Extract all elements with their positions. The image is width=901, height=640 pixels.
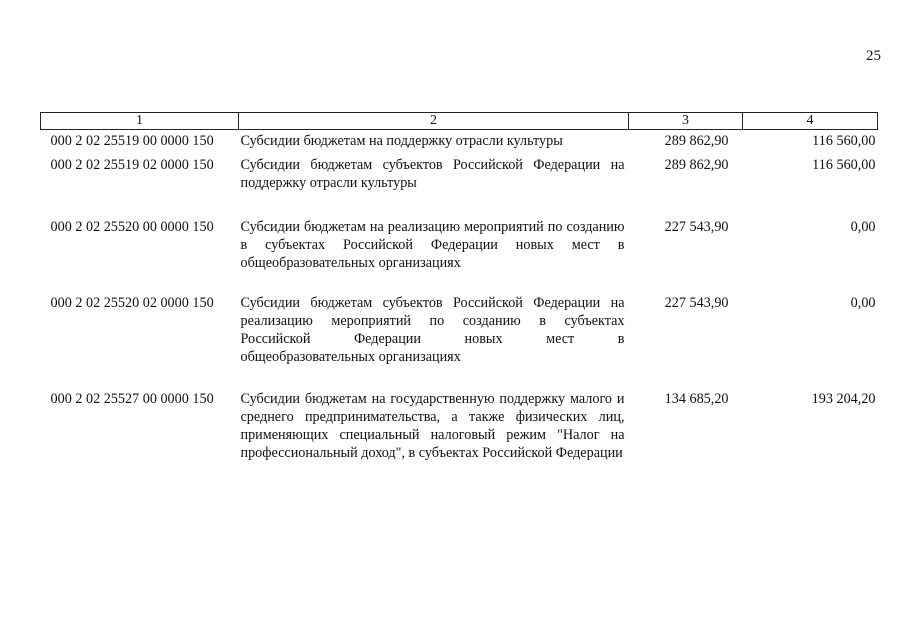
row-name-line: Российской Федерации новых мест в (240, 331, 625, 347)
table-row (41, 218, 878, 294)
row-value-col4: 116 560,00 (812, 157, 876, 173)
row-value-col3: 227 543,90 (664, 295, 729, 311)
row-name-line: Субсидии бюджетам субъектов Российской Федерации на (240, 295, 625, 311)
column-header-2: 2 (239, 113, 629, 130)
row-value-col3: 134 685,20 (664, 391, 729, 407)
row-code: 000 2 02 25519 00 0000 150 (50, 133, 214, 149)
budget-table (40, 112, 878, 490)
table-row (41, 294, 878, 390)
row-value-col4: 193 204,20 (811, 391, 876, 407)
row-value-col3: 289 862,90 (664, 157, 729, 173)
row-value-col4: 0,00 (850, 295, 876, 311)
row-name-line: реализацию мероприятий по созданию в субъектах (240, 313, 625, 329)
table-header-row (41, 113, 878, 130)
row-value-col4: 116 560,00 (812, 133, 876, 149)
column-header-4: 4 (743, 113, 878, 130)
row-name: Субсидии бюджетам на поддержку отрасли культуры (240, 133, 563, 149)
row-code: 000 2 02 25527 00 0000 150 (50, 391, 214, 407)
table-row (41, 154, 878, 218)
row-name: Субсидии бюджетам субъектов Российской Федерации на поддержку отрасли культуры (240, 157, 625, 191)
table-row (41, 390, 878, 490)
page-number: 25 (866, 48, 881, 64)
row-value-col3: 227 543,90 (664, 219, 729, 235)
row-value-col3: 289 862,90 (664, 133, 729, 149)
column-header-1: 1 (41, 113, 239, 130)
row-code: 000 2 02 25520 00 0000 150 (50, 219, 214, 235)
row-name (239, 294, 629, 390)
table-row (41, 130, 878, 155)
row-code: 000 2 02 25519 02 0000 150 (50, 157, 214, 173)
row-code: 000 2 02 25520 02 0000 150 (50, 295, 214, 311)
column-header-3: 3 (629, 113, 743, 130)
row-name: Субсидии бюджетам на государственную поддержку малого и среднего предпринимательства, а также физических лиц, применяющих специальный налоговый режим "Налог на профессиональный доход", в субъектах Российской Федерации (240, 391, 625, 461)
row-name-line: общеобразовательных организациях (240, 349, 461, 365)
row-name: Субсидии бюджетам на реализацию мероприятий по созданию в субъектах Российской Федерации новых мест в общеобразовательных организациях (240, 219, 625, 271)
row-value-col4: 0,00 (850, 219, 876, 235)
